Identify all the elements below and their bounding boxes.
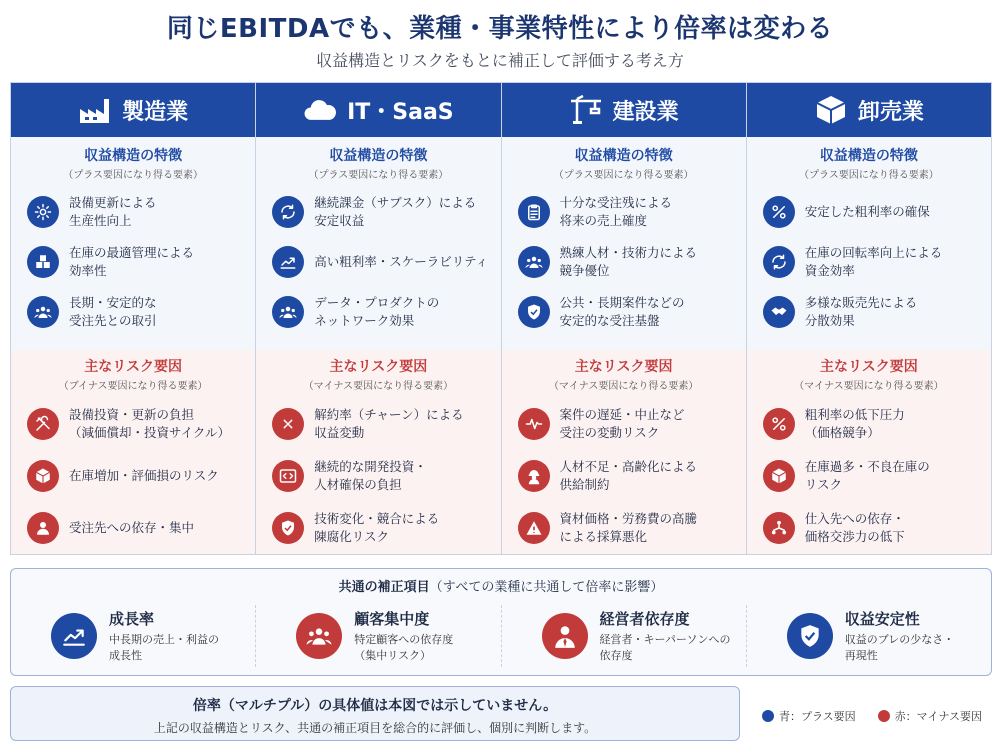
risks-title: 主なリスク要因 (574, 359, 673, 375)
common-factor (256, 605, 501, 667)
page-subtitle: 収益構造とリスクをもとに補正して評価する考え方 (316, 51, 684, 70)
risk-item (11, 398, 255, 450)
strength-item (11, 287, 255, 337)
risk-item (11, 502, 255, 554)
industry-column (747, 83, 991, 554)
item-text: 設備更新による 生産性向上 (69, 195, 157, 229)
strength-item (747, 287, 991, 337)
close-icon (272, 408, 304, 440)
refresh-icon (272, 196, 304, 228)
item-text: 仕入先への依存・ 価格交渉力の低下 (804, 511, 905, 544)
industry-header (747, 83, 991, 137)
risk-item (256, 450, 500, 502)
risk-item (11, 450, 255, 502)
common-factor-text (109, 608, 219, 664)
growth-chart-icon (272, 246, 304, 278)
common-factors-panel (10, 568, 992, 676)
common-factor-text (354, 608, 453, 664)
refresh-icon (763, 246, 795, 278)
item-text: 設備投資・更新の負担 （減価償却・投資サイクル） (69, 407, 231, 440)
common-factor-title: 収益安定性 (844, 610, 920, 628)
note-box (10, 686, 740, 741)
common-factor (747, 605, 991, 667)
clipboard-icon (518, 196, 550, 228)
strengths-section (502, 137, 746, 350)
handshake-icon (763, 296, 795, 328)
risk-item (747, 502, 991, 554)
network-icon (763, 512, 795, 544)
strength-item (502, 287, 746, 337)
strengths-subtitle: （プラス要因になり得る要素） (553, 170, 694, 182)
strengths-subtitle: （プラス要因になり得る要素） (63, 170, 203, 182)
item-text: 技術変化・競合による 陳腐化リスク (314, 511, 440, 544)
person-icon (27, 512, 59, 544)
common-factors-list (11, 605, 991, 667)
cloud-icon (303, 95, 337, 125)
code-icon (272, 460, 304, 492)
strength-item (11, 187, 255, 237)
growth-chart-icon (51, 613, 97, 659)
strengths-title: 収益構造の特徴 (819, 148, 918, 165)
item-text: 案件の遅延・中止など 受注の変動リスク (559, 407, 685, 440)
percent-icon (763, 196, 795, 228)
risk-item (256, 502, 500, 554)
common-factor-title: 経営者依存度 (599, 610, 690, 628)
item-text: 受注先への依存・集中 (69, 520, 195, 535)
shield-check-icon (787, 613, 833, 659)
item-text: 粗利率の低下圧力 （価格競争） (804, 407, 905, 440)
risk-item (747, 398, 991, 450)
common-factor-desc: 経営者・キーパーソンへの 依存度 (599, 633, 731, 662)
common-factor-text (600, 608, 731, 664)
common-factor-text (845, 608, 955, 664)
boxes-icon (27, 246, 59, 278)
strengths-subtitle: （プラス要因になり得る要素） (308, 170, 449, 182)
risk-item (502, 502, 746, 554)
item-text: 在庫の回転率向上による 資金効率 (804, 245, 943, 279)
risk-item (256, 398, 500, 450)
strengths-section (256, 137, 500, 350)
common-factor-desc: 特定顧客への依存度 （集中リスク） (354, 633, 454, 662)
item-text: 解約率（チャーン）による 収益変動 (314, 407, 464, 440)
risks-subtitle: （マイナス要因になり得る要素） (548, 381, 699, 392)
item-text: データ・プロダクトの ネットワーク効果 (314, 295, 440, 329)
item-text: 継続的な開発投資・ 人材確保の負担 (314, 459, 427, 492)
item-text: 在庫増加・評価損のリスク (69, 468, 219, 483)
legend (762, 708, 982, 724)
legend-blue: 青：プラス要因 (762, 708, 856, 724)
risks-section (502, 350, 746, 554)
risks-section (256, 350, 500, 554)
strength-item (11, 237, 255, 287)
common-factor (502, 605, 747, 667)
risk-item (502, 398, 746, 450)
people-icon (518, 246, 550, 278)
common-factor-title: 顧客集中度 (354, 610, 430, 628)
strength-item (747, 237, 991, 287)
item-text: 公共・長期案件などの 安定的な受注基盤 (559, 295, 685, 329)
common-factor-desc: 中長期の売上・利益の 成長性 (109, 633, 219, 662)
risks-subtitle: （ブイナス要因になり得る要素） (58, 381, 208, 392)
risk-item (502, 450, 746, 502)
strength-item (256, 287, 500, 337)
item-text: 長期・安定的な 受注先との取引 (69, 295, 157, 329)
industry-name: 卸売業 (857, 99, 924, 125)
package-icon (814, 95, 848, 125)
crane-icon (569, 95, 603, 125)
item-text: 在庫過多・不良在庫の リスク (804, 459, 930, 492)
manager-icon (542, 613, 588, 659)
item-text: 安定した粗利率の確保 (804, 204, 930, 220)
strengths-title: 収益構造の特徴 (574, 148, 673, 165)
industry-header (11, 83, 255, 137)
industry-name: 製造業 (122, 99, 189, 125)
strength-item (502, 237, 746, 287)
strength-item (747, 187, 991, 237)
industry-grid (10, 82, 992, 555)
people-icon (272, 296, 304, 328)
risks-title: 主なリスク要因 (329, 359, 428, 375)
industry-column (502, 83, 747, 554)
strength-item (502, 187, 746, 237)
item-text: 十分な受注残による 将来の売上確度 (559, 195, 673, 229)
note-sub-text: 上記の収益構造とリスク、共通の補正項目を総合的に評価し、個別に判断します。 (153, 721, 597, 735)
gear-icon (27, 196, 59, 228)
note-main-text: 倍率（マルチプル）の具体値は本図では示していません。 (192, 698, 558, 714)
legend-red: 赤：マイナス要因 (878, 708, 982, 724)
risks-subtitle: （マイナス要因になり得る要素） (794, 381, 944, 392)
shield-check-icon (518, 296, 550, 328)
common-factor (11, 605, 256, 667)
item-text: 継続課金（サブスク）による 安定収益 (314, 195, 477, 229)
box-icon (763, 460, 795, 492)
box-icon (27, 460, 59, 492)
people-icon (27, 296, 59, 328)
item-text: 人材不足・高齢化による 供給制約 (559, 459, 698, 492)
page-title: 同じEBITDAでも、業種・事業特性により倍率は変わる (166, 14, 834, 44)
people-icon (296, 613, 342, 659)
common-factor-desc: 収益のブレの少なさ・ 再現性 (844, 633, 955, 662)
common-factors-title: 共通の補正項目（すべての業種に共通して倍率に影響） (338, 580, 664, 595)
item-text: 在庫の最適管理による 効率性 (69, 245, 195, 279)
percent-icon (763, 408, 795, 440)
tools-icon (27, 408, 59, 440)
strengths-title: 収益構造の特徴 (329, 148, 428, 165)
common-factor-title: 成長率 (109, 610, 155, 628)
item-text: 多様な販売先による 分散効果 (804, 295, 918, 329)
item-text: 資材価格・労務費の高騰 による採算悪化 (559, 511, 698, 544)
industry-header (256, 83, 500, 137)
strengths-title: 収益構造の特徴 (84, 148, 183, 165)
risks-section (11, 350, 255, 554)
risk-item (747, 450, 991, 502)
strength-item (256, 187, 500, 237)
pulse-icon (518, 408, 550, 440)
shield-icon (272, 512, 304, 544)
industry-header (502, 83, 746, 137)
strength-item (256, 237, 500, 287)
item-text: 熟練人材・技術力による 競争優位 (559, 245, 698, 279)
industry-name: 建設業 (612, 99, 679, 125)
worker-icon (518, 460, 550, 492)
strengths-section (747, 137, 991, 350)
factory-icon (78, 95, 112, 125)
strengths-subtitle: （プラス要因になり得る要素） (799, 170, 939, 182)
industry-column (11, 83, 256, 554)
item-text: 高い粗利率・スケーラビリティ (314, 254, 489, 270)
risks-subtitle: （マイナス要因になり得る要素） (303, 381, 454, 392)
strengths-section (11, 137, 255, 350)
industry-name: IT・SaaS (347, 99, 454, 125)
risks-section (747, 350, 991, 554)
warning-icon (518, 512, 550, 544)
risks-title: 主なリスク要因 (820, 359, 918, 375)
industry-column (256, 83, 501, 554)
risks-title: 主なリスク要因 (84, 359, 182, 375)
